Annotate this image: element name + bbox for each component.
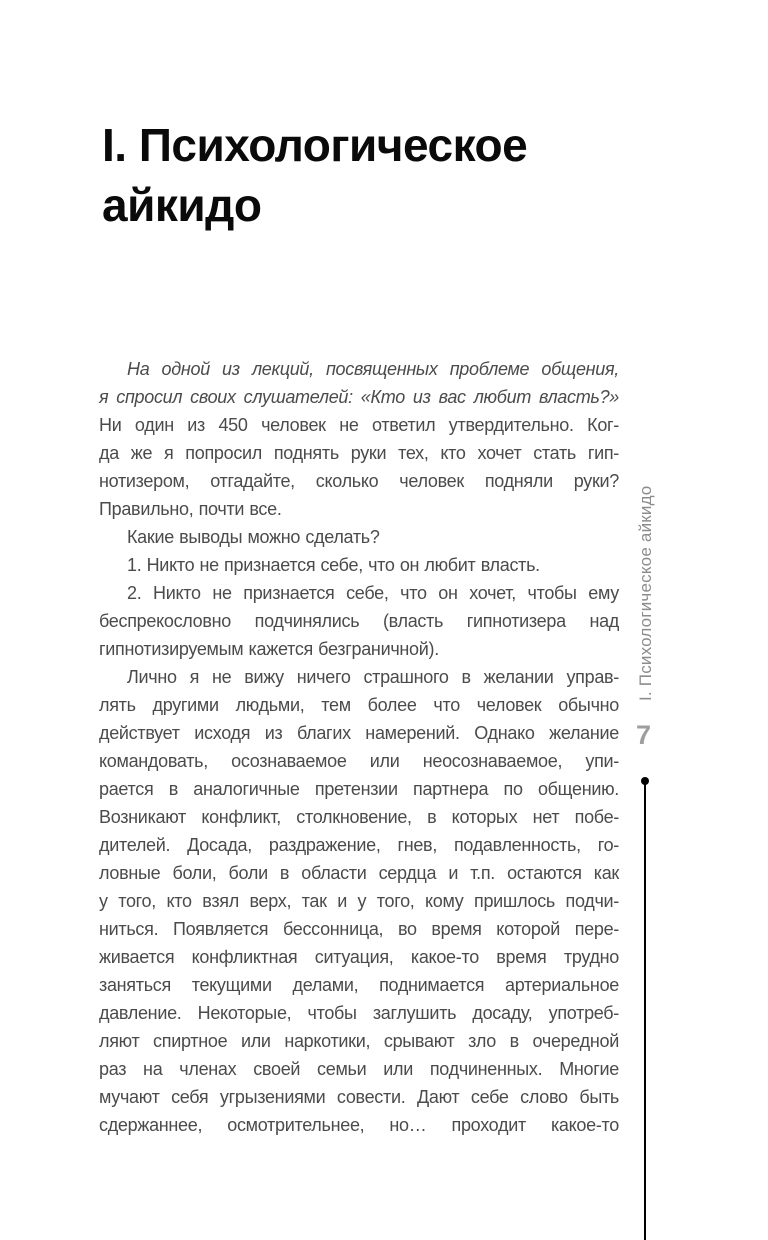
text-line: Какие выводы можно сделать? — [127, 527, 380, 547]
text-line: мучают себя угрызениями совести. Дают себе слово быть — [99, 1087, 619, 1107]
body-text — [99, 355, 619, 1139]
paragraph — [99, 523, 619, 551]
text-line: Ни один из 450 человек не ответил утвердительно. Ког- — [99, 415, 619, 435]
rule-line — [644, 781, 646, 1240]
text-line: нотизером, отгадайте, сколько человек подняли руки? — [99, 471, 619, 491]
text-line: беспрекословно подчинялись (власть гипнотизера над — [99, 611, 619, 631]
paragraph — [99, 579, 619, 663]
page-number: 7 — [636, 720, 652, 750]
text-line: действует исходя из благих намерений. Однако желание — [99, 723, 619, 743]
text-line: сдержаннее, осмотрительнее, но… проходит какое-то — [99, 1115, 619, 1135]
margin-chapter-label: I. Психологическое айкидо — [636, 485, 655, 701]
text-line: Лично я не вижу ничего страшного в желании управ- — [127, 667, 619, 687]
text-line: ниться. Появляется бессонница, во время которой пере- — [99, 919, 619, 939]
paragraph — [99, 663, 619, 1139]
chapter-heading-line-1: I. Психологическое — [102, 119, 528, 171]
text-line: дителей. Досада, раздражение, гнев, подавленность, го- — [99, 835, 619, 855]
text-line: 1. Никто не признается себе, что он любит власть. — [127, 555, 540, 575]
text-line: Правильно, почти все. — [99, 499, 282, 519]
paragraph — [99, 355, 619, 523]
text-line: командовать, осознаваемое или неосознаваемое, упи- — [99, 751, 619, 771]
text-line: заняться текущими делами, поднимается артериальное — [99, 975, 619, 995]
text-line: давление. Некоторые, чтобы заглушить досаду, употреб- — [99, 1003, 619, 1023]
chapter-heading-line-2: айкидо — [102, 179, 262, 231]
text-line: рается в аналогичные претензии партнера по общению. — [99, 779, 619, 799]
text-line: ляют спиртное или наркотики, срывают зло в очередной — [99, 1031, 619, 1051]
paragraph — [99, 551, 619, 579]
text-line: Возникают конфликт, столкновение, в которых нет побе- — [99, 807, 619, 827]
text-line: я спросил своих слушателей: «Кто из вас любит власть?» — [99, 387, 619, 407]
text-line: На одной из лекций, посвященных проблеме общения, — [127, 359, 619, 379]
text-line: живается конфликтная ситуация, какое-то время трудно — [99, 947, 619, 967]
text-line: раз на членах своей семьи или подчиненных. Многие — [99, 1059, 619, 1079]
text-line: да же я попросил поднять руки тех, кто хочет стать гип- — [99, 443, 619, 463]
text-line: гипнотизируемым кажется безграничной). — [99, 639, 439, 659]
text-line: у того, кто взял верх, так и у того, кому пришлось подчи- — [99, 891, 619, 911]
text-line: 2. Никто не признается себе, что он хочет, чтобы ему — [127, 583, 619, 603]
text-line: ловные боли, боли в области сердца и т.п. остаются как — [99, 863, 619, 883]
chapter-heading — [102, 115, 662, 235]
text-line: лять другими людьми, тем более что человек обычно — [99, 695, 619, 715]
